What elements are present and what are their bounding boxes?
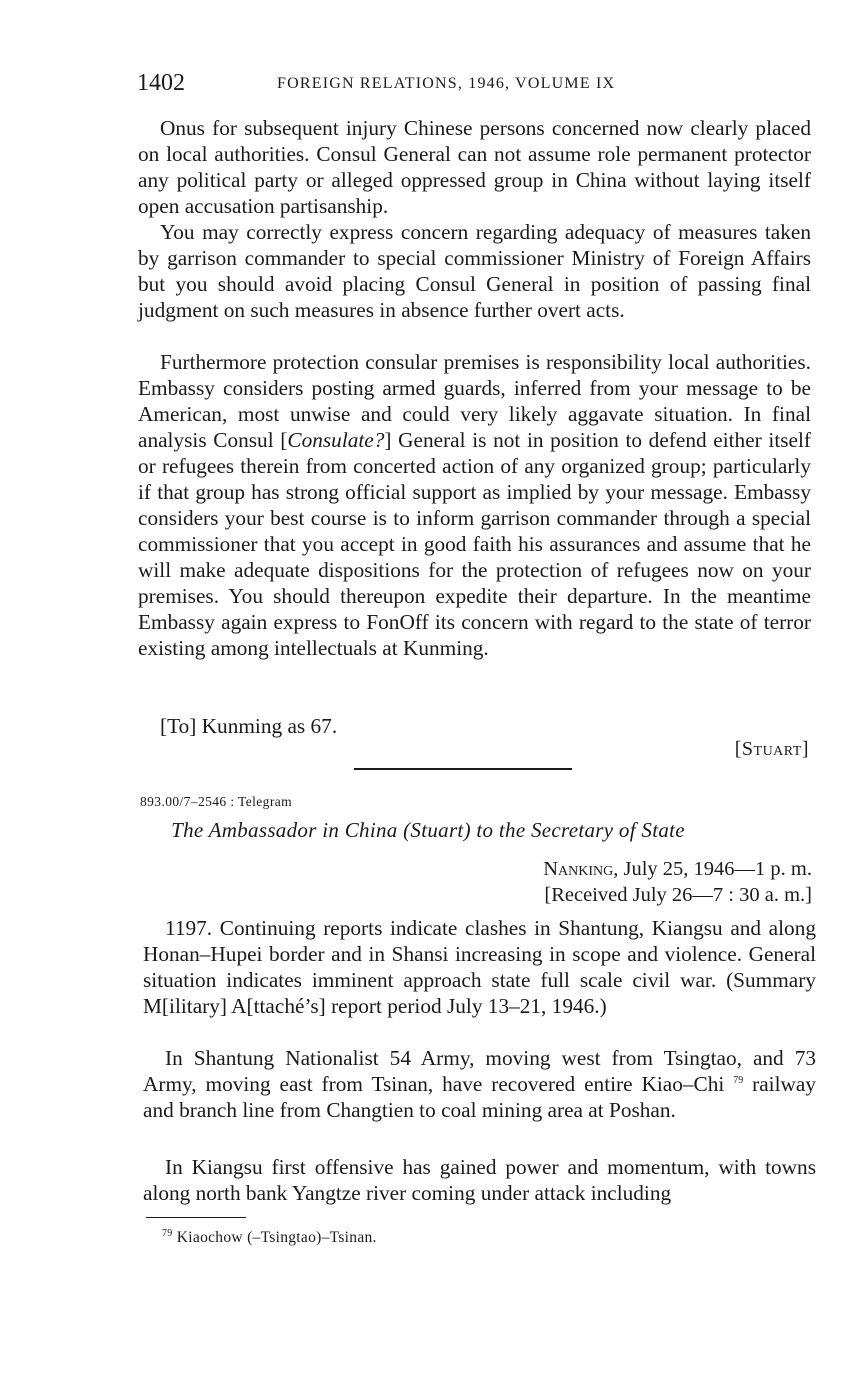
paragraph-repeat-to: [To] Kunming as 67. bbox=[160, 714, 338, 738]
signature: [Stuart] bbox=[734, 738, 809, 760]
running-head: FOREIGN RELATIONS, 1946, VOLUME IX bbox=[277, 75, 616, 92]
paragraph-protection-text-2: ] General is not in position to defend either itself or refugees therein from concerted action of any organized group; particularly if that group has strong official support as implied by your message. Embassy considers your best course is to inform garrison commander through a special commissioner that you accept in good faith his assurances and assume that he will make adequate dispositions for the protection of refugees now on your premises. You should thereupon expedite their departure. In the meantime Embassy again express to FonOff its concern with regard to the state of terror existing among intellectuals at Kunming. bbox=[138, 428, 811, 660]
page-number: 1402 bbox=[137, 70, 185, 96]
title-name: Stuart bbox=[410, 818, 464, 842]
paragraph-shantung bbox=[143, 1045, 816, 1123]
paragraph-shantung-text-1: In Shantung Nationalist 54 Army, moving west from Tsingtao, and 73 Army, moving east from Tsinan, have recovered entire Kiao–Chi bbox=[143, 1046, 816, 1096]
footnote-mark: 79 bbox=[162, 1227, 173, 1239]
received-line: [Received July 26—7 : 30 a. m.] bbox=[544, 884, 812, 906]
paragraph-concern: You may correctly express concern regarding adequacy of measures taken by garrison commander to special commissioner Ministry of Foreign Affairs but you should avoid placing Consul General in position of passing final judgment on such measures in absence further overt acts. bbox=[138, 220, 811, 322]
paragraph-protection-text-1: Furthermore protection consular premises is responsibility local authorities. Embassy considers posting armed guards, inferred from your message to be American, most unwise and could very likely aggavate situation. In final analysis Consul [ bbox=[138, 350, 811, 452]
title-text-2: ) to the Secretary of State bbox=[463, 818, 685, 842]
section-divider bbox=[354, 768, 572, 770]
footnote-ref-79: 79 bbox=[733, 1074, 744, 1086]
consulate-correction: Consulate? bbox=[287, 428, 385, 452]
dateline-place: Nanking bbox=[543, 858, 614, 880]
page-header bbox=[137, 70, 817, 100]
footnote-text: Kiaochow (–Tsingtao)–Tsinan. bbox=[176, 1229, 377, 1246]
paragraph-protection bbox=[138, 349, 811, 661]
dateline-date: , July 25, 1946—1 p. m. bbox=[613, 858, 812, 880]
footnote-divider bbox=[146, 1217, 246, 1218]
paragraph-kiangsu: In Kiangsu first offensive has gained power and momentum, with towns along north bank Yangtze river coming under attack including bbox=[143, 1155, 816, 1205]
document-title bbox=[0, 818, 856, 843]
paragraph-shantung-text-2: railway and branch line from Changtien to coal mining area at Poshan. bbox=[143, 1072, 816, 1122]
footnote bbox=[162, 1229, 377, 1247]
paragraph-onus: Onus for subsequent injury Chinese persons concerned now clearly placed on local authorities. Consul General can not assume role permanent protector any political party or alleged oppressed group in China without laying itself open accusation partisanship. bbox=[138, 116, 811, 218]
dateline bbox=[543, 858, 812, 881]
title-text-1: The Ambassador in China ( bbox=[171, 818, 411, 842]
file-reference: 893.00/7–2546 : Telegram bbox=[140, 794, 293, 809]
paragraph-1197: 1197. Continuing reports indicate clashes in Shantung, Kiangsu and along Honan–Hupei border and in Shansi increasing in scope and violence. General situation indicates imminent approach state full scale civil war. (Summary M[ilitary] A[ttaché’s] report period July 13–21, 1946.) bbox=[143, 916, 816, 1018]
